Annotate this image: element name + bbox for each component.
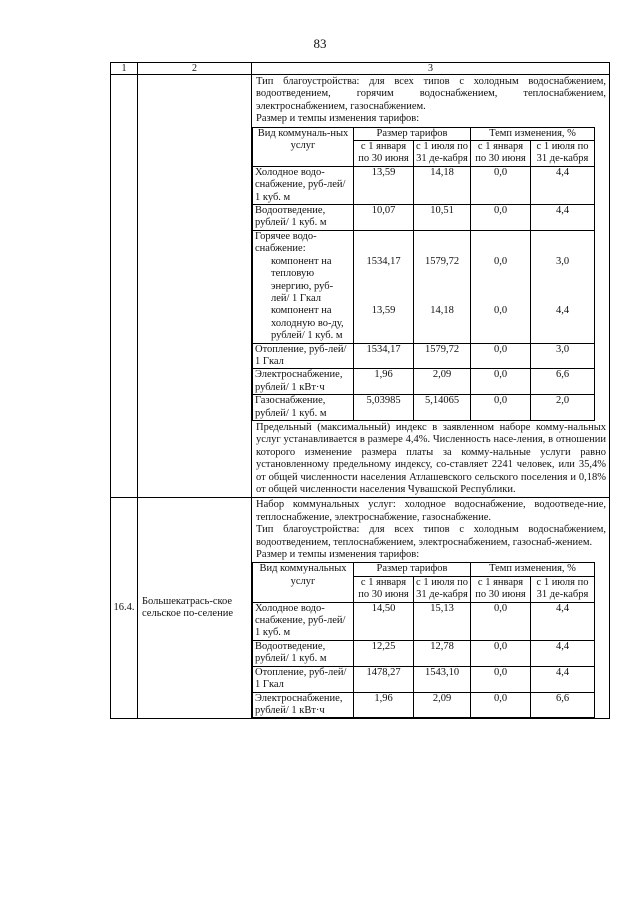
value-cell: 0,0	[471, 369, 531, 395]
type-line-2: водоотведением, горячим водоснабжением, теплоснабжением,	[256, 88, 606, 100]
service-name: Водоотведение, рублей/ 1 куб. м	[253, 205, 354, 231]
period-1: с 1 января по 30 июня	[354, 141, 414, 167]
improvement-type-text: Тип благоустройства: для всех типов с холодным водоснабжением, водоотведением, теплоснабжением, электроснабжением, газоснаб-жением.	[256, 524, 606, 548]
value-cell: 15,13	[414, 602, 471, 640]
service-name: Отопление, руб-лей/ 1 Гкал	[253, 666, 354, 692]
table-row-hot-water	[253, 230, 595, 343]
table-row	[253, 640, 595, 666]
value-cell: 4,4	[531, 666, 595, 692]
header-row	[111, 63, 610, 75]
value-cell: 1,96	[354, 369, 414, 395]
services-set-text: Набор коммунальных услуг: холодное водоснабжение, водоотведе-ние, теплоснабжение, электроснабжение, газоснабжение.	[256, 499, 606, 523]
size-header: Размер тарифов	[354, 563, 471, 576]
value-cell: 1478,27	[354, 666, 414, 692]
period-4: с 1 июля по 31 де-кабря	[531, 576, 595, 602]
settlement-row	[111, 498, 610, 719]
value-cell: 4,4	[531, 166, 595, 204]
period-2: с 1 июля по 31 де-кабря	[414, 576, 471, 602]
value-cell: 2,09	[414, 369, 471, 395]
hot-water-title: Горячее водо-снабжение:	[255, 230, 317, 255]
value-cell: 0,0	[471, 395, 531, 421]
value-cell: 1534,17 13,59	[354, 230, 414, 343]
value-cell: 3,0	[531, 343, 595, 369]
value-cell: 0,0	[471, 205, 531, 231]
value-cell: 1,96	[354, 692, 414, 718]
sizes-label: Размер и темпы изменения тарифов:	[256, 113, 420, 125]
service-name	[253, 230, 354, 343]
tariff-table-2	[252, 562, 595, 718]
rate-header: Темп изменения, %	[471, 563, 595, 576]
block1-name-cell	[138, 75, 252, 498]
value-cell: 0,0	[471, 666, 531, 692]
kind-header: Вид коммуналь-ных услуг	[253, 127, 354, 166]
value-cell: 0,0	[471, 166, 531, 204]
block-continuation-row	[111, 75, 610, 498]
service-name: Водоотведение, рублей/ 1 куб. м	[253, 640, 354, 666]
header-col-2: 2	[138, 63, 252, 75]
table-row	[253, 343, 595, 369]
service-name: Холодное водо-снабжение, руб-лей/ 1 куб. м	[253, 602, 354, 640]
value-cell: 2,09	[414, 692, 471, 718]
table-row	[253, 602, 595, 640]
table-row	[253, 666, 595, 692]
value-cell: 13,59	[354, 166, 414, 204]
tariff-table-1	[252, 127, 595, 421]
value-cell: 10,07	[354, 205, 414, 231]
table-row	[253, 205, 595, 231]
table-row	[253, 692, 595, 718]
value-cell: 14,50	[354, 602, 414, 640]
header-col-3: 3	[252, 63, 610, 75]
header-col-1: 1	[111, 63, 138, 75]
service-name: Электроснабжение, рублей/ 1 кВт·ч	[253, 692, 354, 718]
limit-index-paragraph: Предельный (максимальный) индекс в заявленном наборе комму-нальных услуг устанавливается в размере 4,4%. Численность насе-ления, в отношении которого изменение размера платы за комму-нальные услуги равно установленному предельному индексу, со-ставляет 2241 человек, или 35,4% от общей численности населения Атлашевского сельского поселения и 0,18% от общей численности населения Чувашской Республики.	[256, 421, 606, 495]
settlement-name: Большекатрась-ское сельское по-селение	[138, 498, 252, 719]
value-cell: 0,0	[471, 692, 531, 718]
value-cell: 1579,72	[414, 343, 471, 369]
service-name: Электроснабжение, рублей/ 1 кВт·ч	[253, 369, 354, 395]
settlement-number: 16.4.	[111, 498, 138, 719]
value-cell: 1534,17	[354, 343, 414, 369]
table-row	[253, 395, 595, 421]
block1-number-cell	[111, 75, 138, 498]
value-cell: 0,0 0,0	[471, 230, 531, 343]
period-2: с 1 июля по 31 де-кабря	[414, 141, 471, 167]
table-row	[253, 369, 595, 395]
value-cell: 1579,72 14,18	[414, 230, 471, 343]
value-cell: 12,25	[354, 640, 414, 666]
hot-water-component-heat: компонент на тепловую энергию, руб-лей/ 1 Гкал	[271, 255, 334, 304]
rate-header: Темп изменения, %	[471, 127, 595, 140]
value-cell: 0,0	[471, 602, 531, 640]
period-3: с 1 января по 30 июня	[471, 141, 531, 167]
block2-content-cell	[252, 498, 610, 719]
value-cell: 0,0	[471, 640, 531, 666]
value-cell: 14,18	[414, 166, 471, 204]
value-cell: 4,4	[531, 602, 595, 640]
value-cell: 5,03985	[354, 395, 414, 421]
value-cell: 1543,10	[414, 666, 471, 692]
value-cell: 10,51	[414, 205, 471, 231]
value-cell: 5,14065	[414, 395, 471, 421]
service-name: Газоснабжение, рублей/ 1 куб. м	[253, 395, 354, 421]
value-cell: 2,0	[531, 395, 595, 421]
period-4: с 1 июля по 31 де-кабря	[531, 141, 595, 167]
value-cell: 6,6	[531, 692, 595, 718]
value-cell: 3,0 4,4	[531, 230, 595, 343]
main-table	[110, 62, 610, 719]
page-number: 83	[313, 36, 327, 51]
value-cell: 12,78	[414, 640, 471, 666]
kind-header: Вид коммунальных услуг	[253, 563, 354, 602]
type-line-3: электроснабжением, газоснабжением.	[256, 100, 426, 112]
block1-content-cell	[252, 75, 610, 498]
size-header: Размер тарифов	[354, 127, 471, 140]
period-3: с 1 января по 30 июня	[471, 576, 531, 602]
value-cell: 4,4	[531, 205, 595, 231]
service-name: Холодное водо-снабжение, руб-лей/ 1 куб. м	[253, 166, 354, 204]
table-row	[253, 166, 595, 204]
sizes-label: Размер и темпы изменения тарифов:	[256, 549, 420, 561]
value-cell: 6,6	[531, 369, 595, 395]
service-name: Отопление, руб-лей/ 1 Гкал	[253, 343, 354, 369]
period-1: с 1 января по 30 июня	[354, 576, 414, 602]
value-cell: 0,0	[471, 343, 531, 369]
hot-water-component-cold: компонент на холодную во-ду, рублей/ 1 куб. м	[271, 305, 344, 342]
value-cell: 4,4	[531, 640, 595, 666]
type-line-1: Тип благоустройства: для всех типов с холодным водоснабжением,	[256, 76, 606, 87]
